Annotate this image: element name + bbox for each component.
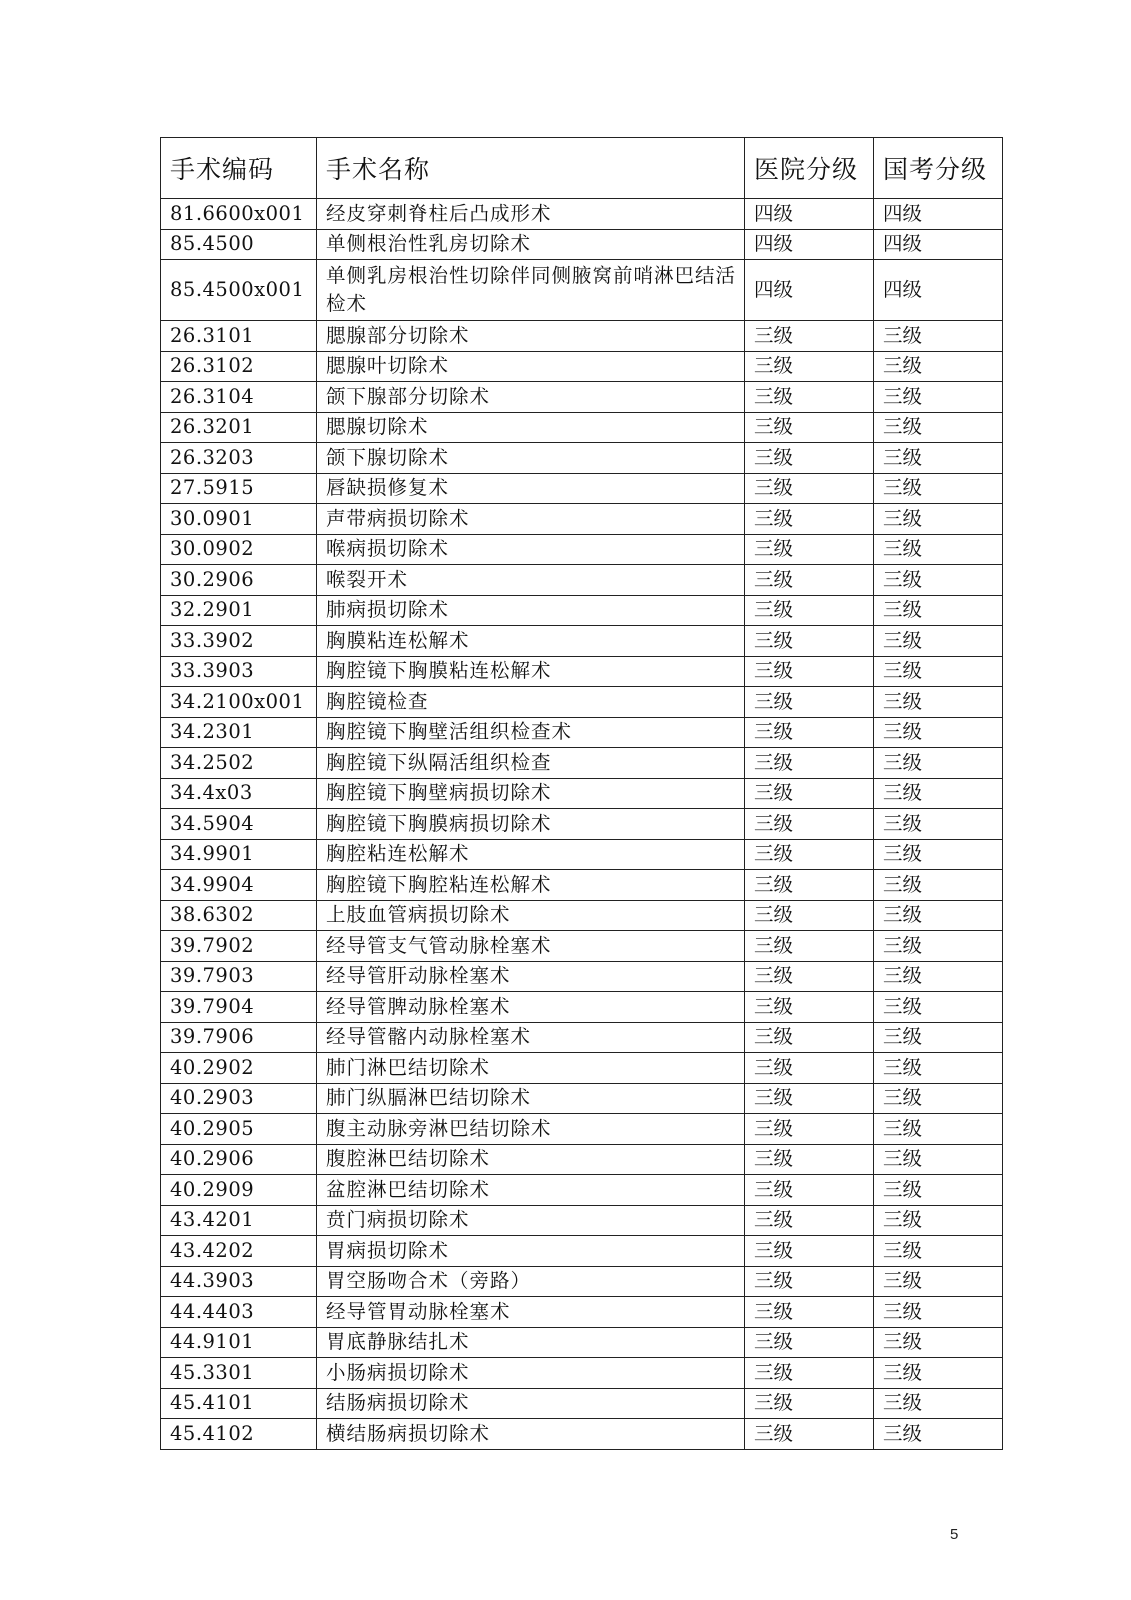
cell-name: 胸腔镜下纵隔活组织检查: [317, 748, 745, 779]
cell-code: 30.0901: [161, 504, 317, 535]
table-row: [161, 1022, 1003, 1053]
table-row: [161, 931, 1003, 962]
table-row: [161, 1388, 1003, 1419]
cell-name: 胸腔粘连松解术: [317, 839, 745, 870]
cell-name: 胸膜粘连松解术: [317, 626, 745, 657]
surgery-grading-table: [160, 137, 1003, 1450]
cell-national-level: 三级: [874, 1083, 1003, 1114]
cell-name: 经导管胃动脉栓塞术: [317, 1297, 745, 1328]
cell-name: 肺门纵膈淋巴结切除术: [317, 1083, 745, 1114]
cell-code: 85.4500x001: [161, 260, 317, 321]
table-row: [161, 870, 1003, 901]
cell-name: 结肠病损切除术: [317, 1388, 745, 1419]
cell-hospital-level: 三级: [745, 473, 874, 504]
header-hospital-level: 医院分级: [745, 138, 874, 199]
cell-code: 26.3201: [161, 412, 317, 443]
cell-national-level: 三级: [874, 1236, 1003, 1267]
cell-name: 胃底静脉结扎术: [317, 1327, 745, 1358]
table-header: [161, 138, 1003, 199]
cell-code: 34.9901: [161, 839, 317, 870]
cell-national-level: 三级: [874, 565, 1003, 596]
cell-national-level: 三级: [874, 351, 1003, 382]
table-row: [161, 1358, 1003, 1389]
cell-code: 34.2301: [161, 717, 317, 748]
table-row: [161, 778, 1003, 809]
table-row: [161, 321, 1003, 352]
cell-name: 颌下腺部分切除术: [317, 382, 745, 413]
cell-hospital-level: 三级: [745, 321, 874, 352]
cell-national-level: 三级: [874, 1327, 1003, 1358]
cell-national-level: 三级: [874, 992, 1003, 1023]
header-national-level: 国考分级: [874, 138, 1003, 199]
table-row: [161, 443, 1003, 474]
cell-hospital-level: 三级: [745, 961, 874, 992]
table-row: [161, 626, 1003, 657]
cell-national-level: 三级: [874, 778, 1003, 809]
cell-hospital-level: 三级: [745, 534, 874, 565]
cell-name: 胸腔镜下胸膜粘连松解术: [317, 656, 745, 687]
cell-national-level: 三级: [874, 1419, 1003, 1450]
table-row: [161, 1266, 1003, 1297]
cell-name: 腮腺切除术: [317, 412, 745, 443]
table-row: [161, 961, 1003, 992]
page-number: 5: [950, 1526, 959, 1543]
cell-hospital-level: 三级: [745, 1205, 874, 1236]
cell-name: 腹主动脉旁淋巴结切除术: [317, 1114, 745, 1145]
cell-national-level: 三级: [874, 1358, 1003, 1389]
cell-name: 上肢血管病损切除术: [317, 900, 745, 931]
table-row: [161, 1144, 1003, 1175]
cell-code: 39.7904: [161, 992, 317, 1023]
cell-name: 胃病损切除术: [317, 1236, 745, 1267]
cell-hospital-level: 三级: [745, 626, 874, 657]
table-row: [161, 839, 1003, 870]
cell-code: 40.2906: [161, 1144, 317, 1175]
cell-hospital-level: 三级: [745, 382, 874, 413]
table-row: [161, 748, 1003, 779]
cell-name: 腮腺部分切除术: [317, 321, 745, 352]
cell-hospital-level: 三级: [745, 992, 874, 1023]
cell-name: 胸腔镜下胸壁病损切除术: [317, 778, 745, 809]
cell-hospital-level: 三级: [745, 1083, 874, 1114]
cell-name: 声带病损切除术: [317, 504, 745, 535]
cell-national-level: 四级: [874, 229, 1003, 260]
cell-hospital-level: 三级: [745, 656, 874, 687]
table-row: [161, 900, 1003, 931]
cell-hospital-level: 三级: [745, 931, 874, 962]
cell-hospital-level: 四级: [745, 199, 874, 230]
cell-national-level: 四级: [874, 199, 1003, 230]
table-row: [161, 656, 1003, 687]
cell-national-level: 三级: [874, 1297, 1003, 1328]
table-row: [161, 1236, 1003, 1267]
table-row: [161, 534, 1003, 565]
cell-name: 腮腺叶切除术: [317, 351, 745, 382]
cell-code: 34.2502: [161, 748, 317, 779]
table-row: [161, 992, 1003, 1023]
cell-name: 唇缺损修复术: [317, 473, 745, 504]
table-row: [161, 687, 1003, 718]
cell-code: 34.2100x001: [161, 687, 317, 718]
cell-code: 32.2901: [161, 595, 317, 626]
cell-hospital-level: 三级: [745, 1327, 874, 1358]
cell-hospital-level: 三级: [745, 565, 874, 596]
cell-national-level: 三级: [874, 1022, 1003, 1053]
cell-national-level: 三级: [874, 1114, 1003, 1145]
cell-hospital-level: 三级: [745, 351, 874, 382]
cell-national-level: 三级: [874, 382, 1003, 413]
cell-hospital-level: 三级: [745, 687, 874, 718]
cell-name: 单侧乳房根治性切除伴同侧腋窝前哨淋巴结活检术: [317, 260, 745, 321]
cell-code: 43.4201: [161, 1205, 317, 1236]
table-row: [161, 1083, 1003, 1114]
table-row: [161, 1205, 1003, 1236]
cell-name: 贲门病损切除术: [317, 1205, 745, 1236]
table-row: [161, 717, 1003, 748]
cell-national-level: 三级: [874, 626, 1003, 657]
table-row: [161, 1419, 1003, 1450]
cell-national-level: 三级: [874, 900, 1003, 931]
cell-national-level: 三级: [874, 961, 1003, 992]
cell-code: 40.2902: [161, 1053, 317, 1084]
cell-national-level: 三级: [874, 1144, 1003, 1175]
table-row: [161, 412, 1003, 443]
cell-national-level: 三级: [874, 656, 1003, 687]
cell-name: 喉裂开术: [317, 565, 745, 596]
cell-code: 39.7903: [161, 961, 317, 992]
cell-code: 40.2903: [161, 1083, 317, 1114]
cell-hospital-level: 三级: [745, 809, 874, 840]
cell-name: 胃空肠吻合术（旁路）: [317, 1266, 745, 1297]
cell-code: 45.3301: [161, 1358, 317, 1389]
cell-code: 43.4202: [161, 1236, 317, 1267]
cell-hospital-level: 三级: [745, 595, 874, 626]
cell-name: 经导管支气管动脉栓塞术: [317, 931, 745, 962]
table-row: [161, 565, 1003, 596]
cell-name: 肺病损切除术: [317, 595, 745, 626]
table-row: [161, 199, 1003, 230]
cell-national-level: 三级: [874, 931, 1003, 962]
cell-hospital-level: 四级: [745, 229, 874, 260]
header-code: 手术编码: [161, 138, 317, 199]
cell-code: 38.6302: [161, 900, 317, 931]
cell-hospital-level: 三级: [745, 1266, 874, 1297]
cell-hospital-level: 三级: [745, 717, 874, 748]
cell-national-level: 三级: [874, 1266, 1003, 1297]
cell-national-level: 三级: [874, 687, 1003, 718]
cell-national-level: 三级: [874, 1175, 1003, 1206]
cell-hospital-level: 三级: [745, 412, 874, 443]
cell-national-level: 四级: [874, 260, 1003, 321]
cell-national-level: 三级: [874, 809, 1003, 840]
cell-code: 45.4101: [161, 1388, 317, 1419]
cell-code: 34.5904: [161, 809, 317, 840]
cell-code: 44.3903: [161, 1266, 317, 1297]
cell-code: 33.3903: [161, 656, 317, 687]
cell-name: 经导管髂内动脉栓塞术: [317, 1022, 745, 1053]
cell-hospital-level: 三级: [745, 748, 874, 779]
cell-code: 26.3101: [161, 321, 317, 352]
cell-hospital-level: 三级: [745, 1144, 874, 1175]
cell-hospital-level: 三级: [745, 1236, 874, 1267]
table-row: [161, 382, 1003, 413]
cell-name: 经皮穿刺脊柱后凸成形术: [317, 199, 745, 230]
cell-name: 胸腔镜检查: [317, 687, 745, 718]
table-row: [161, 260, 1003, 321]
cell-hospital-level: 三级: [745, 900, 874, 931]
cell-national-level: 三级: [874, 839, 1003, 870]
cell-hospital-level: 三级: [745, 1358, 874, 1389]
table-row: [161, 1327, 1003, 1358]
header-row: [161, 138, 1003, 199]
cell-hospital-level: 三级: [745, 839, 874, 870]
cell-hospital-level: 三级: [745, 1388, 874, 1419]
cell-code: 40.2909: [161, 1175, 317, 1206]
cell-code: 45.4102: [161, 1419, 317, 1450]
cell-hospital-level: 三级: [745, 1053, 874, 1084]
table-row: [161, 1053, 1003, 1084]
table-body: [161, 199, 1003, 1450]
cell-code: 40.2905: [161, 1114, 317, 1145]
table-row: [161, 1175, 1003, 1206]
cell-hospital-level: 三级: [745, 1297, 874, 1328]
cell-code: 30.0902: [161, 534, 317, 565]
cell-hospital-level: 三级: [745, 1175, 874, 1206]
cell-name: 盆腔淋巴结切除术: [317, 1175, 745, 1206]
cell-code: 27.5915: [161, 473, 317, 504]
cell-hospital-level: 三级: [745, 1419, 874, 1450]
cell-code: 34.9904: [161, 870, 317, 901]
cell-name: 腹腔淋巴结切除术: [317, 1144, 745, 1175]
cell-hospital-level: 三级: [745, 778, 874, 809]
cell-national-level: 三级: [874, 321, 1003, 352]
cell-name: 小肠病损切除术: [317, 1358, 745, 1389]
cell-national-level: 三级: [874, 748, 1003, 779]
cell-hospital-level: 三级: [745, 1022, 874, 1053]
cell-code: 33.3902: [161, 626, 317, 657]
cell-name: 经导管脾动脉栓塞术: [317, 992, 745, 1023]
cell-code: 44.9101: [161, 1327, 317, 1358]
cell-national-level: 三级: [874, 717, 1003, 748]
cell-national-level: 三级: [874, 1205, 1003, 1236]
cell-code: 81.6600x001: [161, 199, 317, 230]
cell-code: 44.4403: [161, 1297, 317, 1328]
table-row: [161, 229, 1003, 260]
cell-national-level: 三级: [874, 443, 1003, 474]
cell-national-level: 三级: [874, 1388, 1003, 1419]
cell-name: 胸腔镜下胸腔粘连松解术: [317, 870, 745, 901]
cell-name: 单侧根治性乳房切除术: [317, 229, 745, 260]
table-row: [161, 1297, 1003, 1328]
table-row: [161, 595, 1003, 626]
table-row: [161, 809, 1003, 840]
header-name: 手术名称: [317, 138, 745, 199]
cell-name: 经导管肝动脉栓塞术: [317, 961, 745, 992]
cell-name: 胸腔镜下胸膜病损切除术: [317, 809, 745, 840]
cell-national-level: 三级: [874, 504, 1003, 535]
cell-code: 39.7906: [161, 1022, 317, 1053]
cell-name: 喉病损切除术: [317, 534, 745, 565]
cell-code: 39.7902: [161, 931, 317, 962]
cell-national-level: 三级: [874, 412, 1003, 443]
cell-hospital-level: 三级: [745, 504, 874, 535]
table-row: [161, 1114, 1003, 1145]
cell-name: 颌下腺切除术: [317, 443, 745, 474]
cell-national-level: 三级: [874, 595, 1003, 626]
cell-code: 34.4x03: [161, 778, 317, 809]
cell-hospital-level: 三级: [745, 1114, 874, 1145]
table-row: [161, 504, 1003, 535]
table-row: [161, 351, 1003, 382]
cell-hospital-level: 四级: [745, 260, 874, 321]
cell-code: 26.3203: [161, 443, 317, 474]
cell-national-level: 三级: [874, 534, 1003, 565]
cell-national-level: 三级: [874, 473, 1003, 504]
table-row: [161, 473, 1003, 504]
cell-name: 肺门淋巴结切除术: [317, 1053, 745, 1084]
cell-national-level: 三级: [874, 1053, 1003, 1084]
cell-hospital-level: 三级: [745, 443, 874, 474]
cell-code: 26.3104: [161, 382, 317, 413]
cell-name: 横结肠病损切除术: [317, 1419, 745, 1450]
cell-hospital-level: 三级: [745, 870, 874, 901]
cell-code: 85.4500: [161, 229, 317, 260]
cell-code: 26.3102: [161, 351, 317, 382]
cell-name: 胸腔镜下胸壁活组织检查术: [317, 717, 745, 748]
cell-national-level: 三级: [874, 870, 1003, 901]
cell-code: 30.2906: [161, 565, 317, 596]
